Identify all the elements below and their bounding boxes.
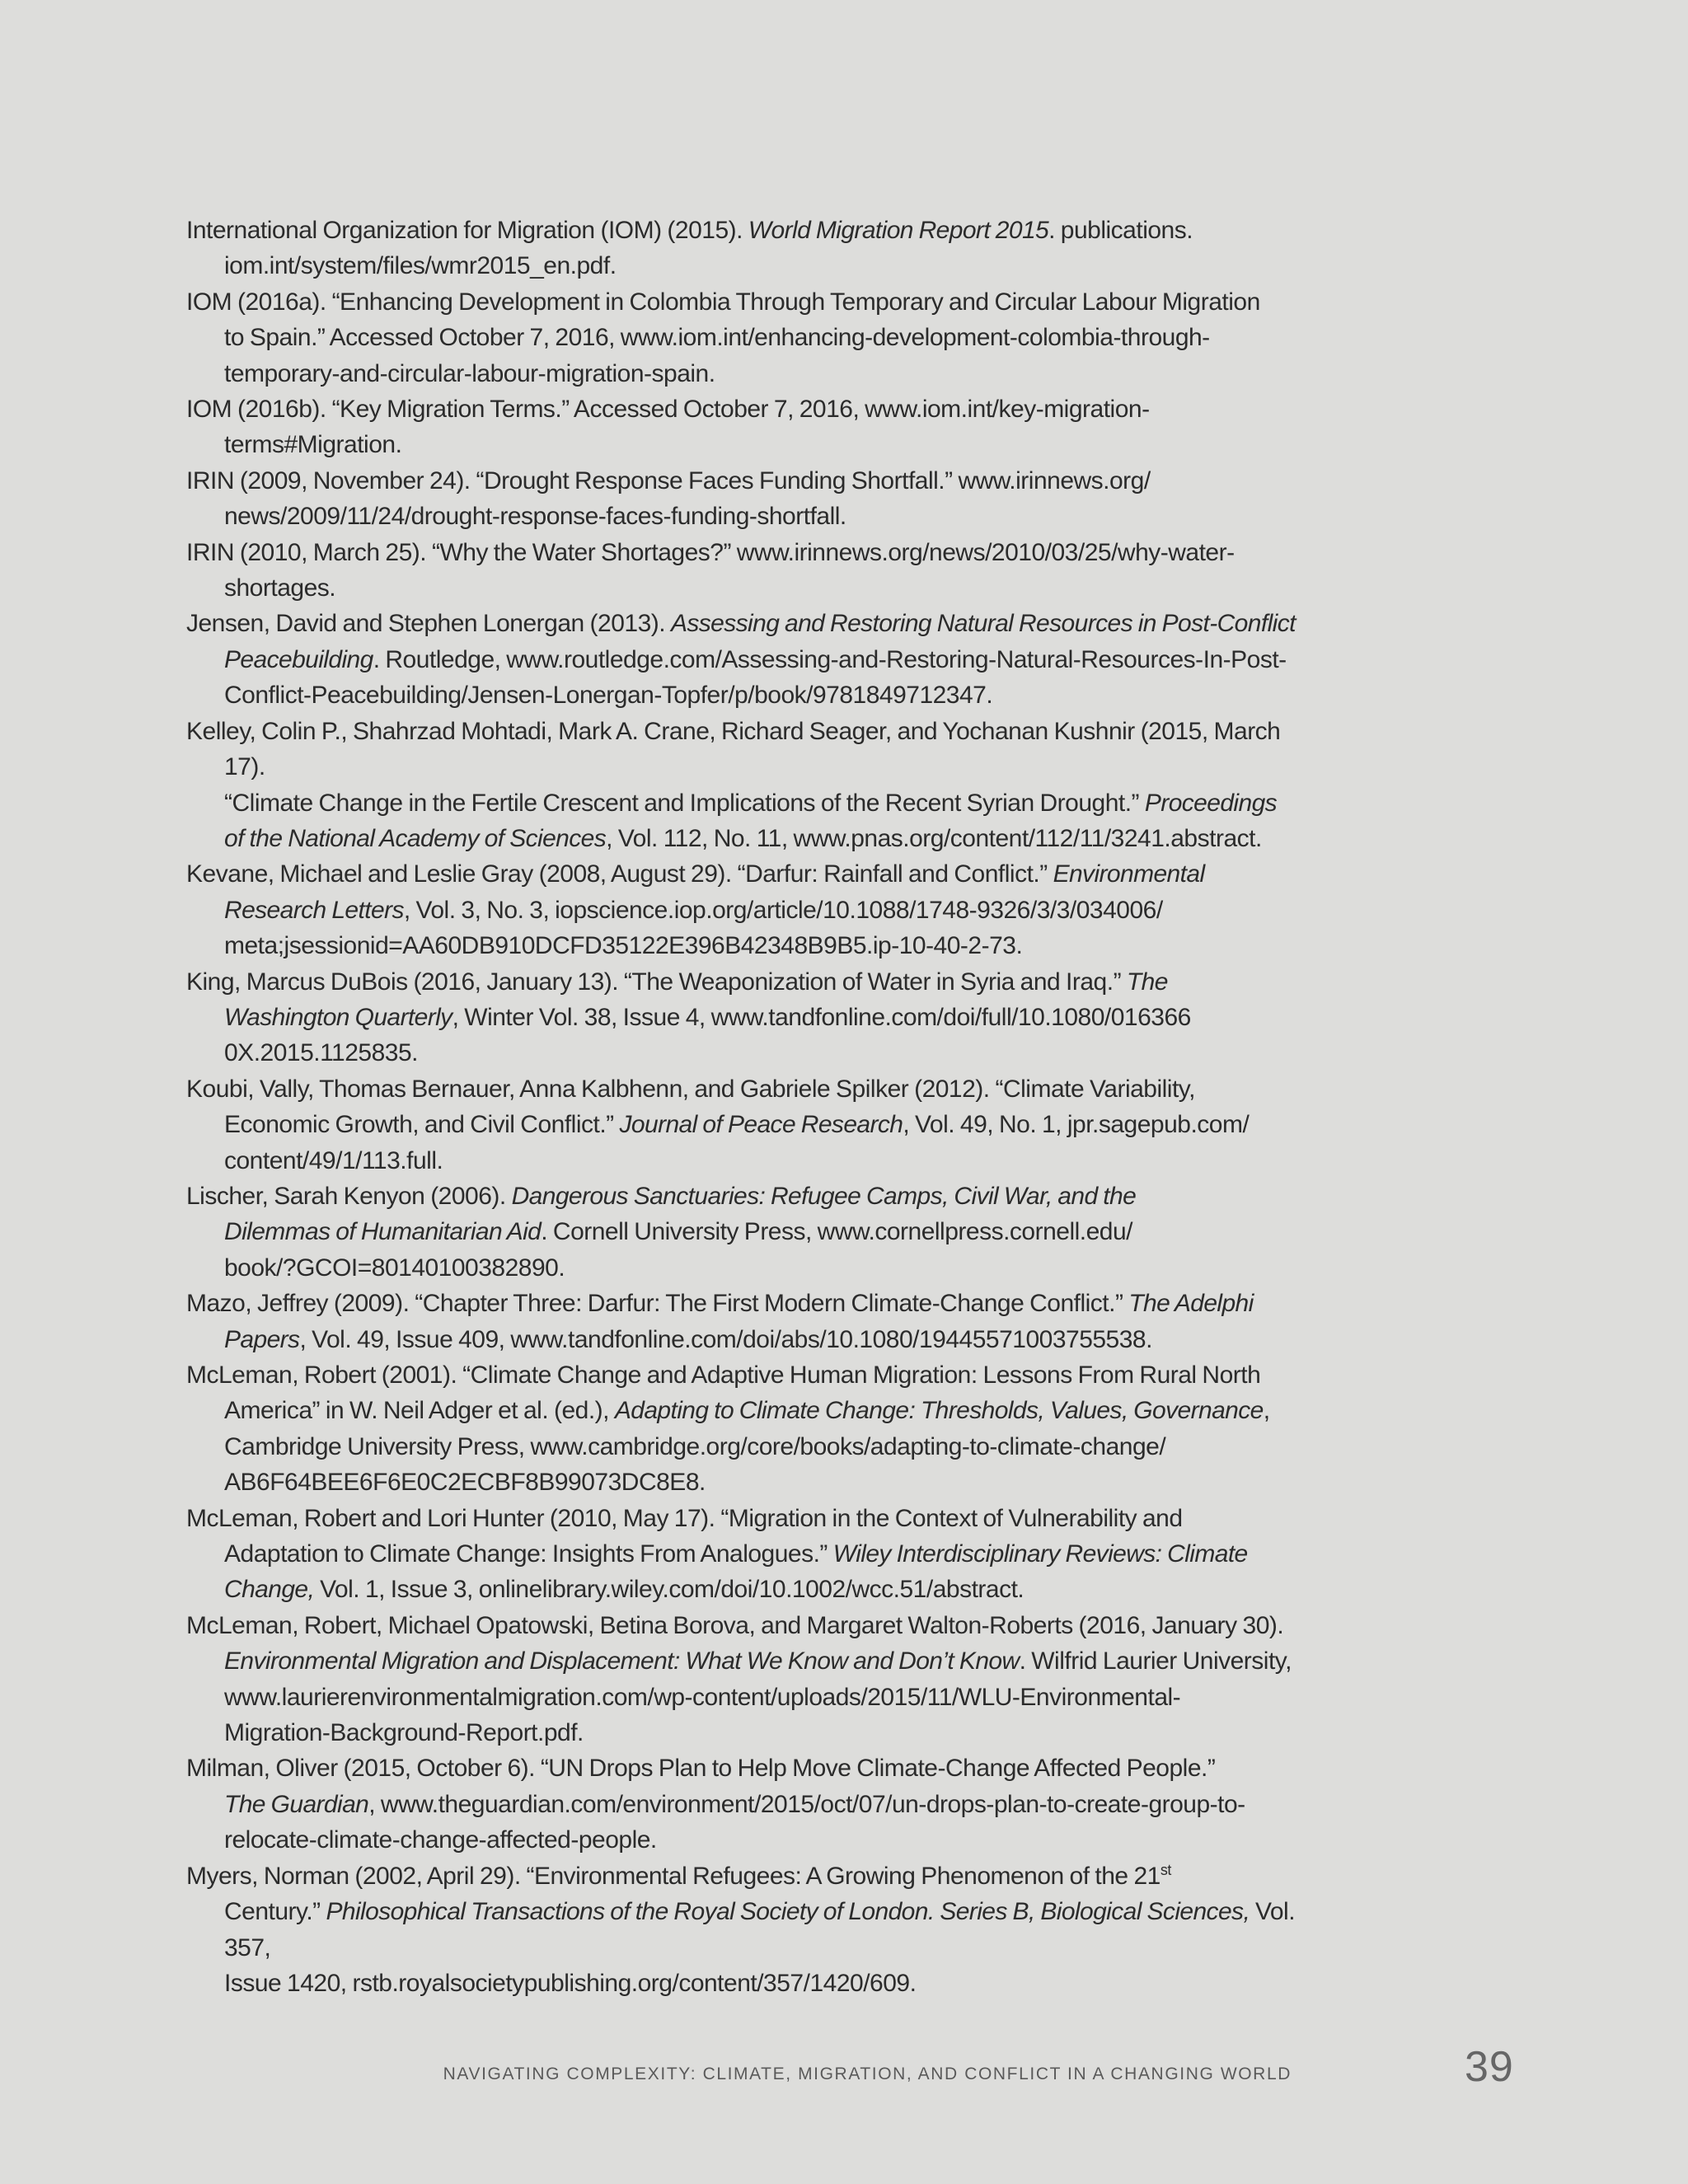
reference-text: Century.” xyxy=(224,1898,321,1926)
reference-text: McLeman, Robert (2001). “Climate Change and Adaptive Human Migration: Lessons From Rural North America” in W. Neil Adger et al. (ed.), xyxy=(186,1361,1261,1425)
reference-text: , Vol. 112, No. 11, www.pnas.org/content/112/11/3241.abstract. xyxy=(606,824,1262,852)
reference-title: Proceedings of the National Academy of Sciences xyxy=(224,789,1278,852)
reference-entry xyxy=(186,463,1307,535)
reference-text: , Vol. 49, No. 1, jpr.sagepub.com/ content/49/1/113.full. xyxy=(224,1111,1250,1174)
reference-entry xyxy=(186,213,1307,284)
reference-entry xyxy=(186,284,1307,391)
reference-entry xyxy=(186,1750,1307,1858)
reference-entry xyxy=(186,1501,1307,1608)
reference-title: Adapting to Climate Change: Thresholds, Values, Governance xyxy=(614,1397,1264,1425)
reference-title: Environmental Migration and Displacement: What We Know and Don’t Know xyxy=(224,1647,1020,1675)
reference-entry xyxy=(186,1608,1307,1751)
reference-text: IOM (2016b). “Key Migration Terms.” Accessed October 7, 2016, www.iom.int/key-migration- terms#Migration. xyxy=(186,396,1150,459)
page-number: 39 xyxy=(1465,2043,1514,2091)
reference-title: Philosophical Transactions of the Royal Society of London. Series B, Biological Sciences, xyxy=(326,1898,1250,1926)
reference-text: IRIN (2010, March 25). “Why the Water Shortages?” www.irinnews.org/news/2010/03/25/why-water- shortages. xyxy=(186,538,1235,602)
reference-entry xyxy=(186,535,1307,607)
reference-entry xyxy=(186,714,1307,857)
reference-title: Journal of Peace Research xyxy=(619,1111,903,1139)
reference-title: The Washington Quarterly xyxy=(224,968,1168,1031)
reference-text: Vol. 1, Issue 3, onlinelibrary.wiley.com/doi/10.1002/wcc.51/abstract. xyxy=(314,1576,1025,1604)
reference-text: McLeman, Robert and Lori Hunter (2010, May 17). “Migration in the Context of Vulnerability and Adaptation to Climate Change: Insights From Analogues.” xyxy=(186,1504,1183,1568)
reference-text: Koubi, Vally, Thomas Bernauer, Anna Kalbhenn, and Gabriele Spilker (2012). “Climate Variability, Economic Growth, and Civil Conflict.” xyxy=(186,1075,1195,1139)
reference-entry xyxy=(186,856,1307,963)
reference-entry xyxy=(186,1179,1307,1286)
reference-text: . publications. iom.int/system/files/wmr2015_en.pdf. xyxy=(224,217,1193,280)
reference-entry xyxy=(186,964,1307,1071)
reference-text: , www.theguardian.com/environment/2015/oct/07/un-drops-plan-to-create-group-to- relocate-climate-change-affected-people. xyxy=(224,1790,1245,1854)
superscript: st xyxy=(1160,1861,1171,1878)
reference-title: Dangerous Sanctuaries: Refugee Camps, Civil War, and the Dilemmas of Humanitarian Aid xyxy=(224,1182,1137,1246)
reference-list xyxy=(186,213,1307,2001)
reference-text: Myers, Norman (2002, April 29). “Environmental Refugees: A Growing Phenomenon of the 21 xyxy=(186,1862,1160,1890)
reference-text: , Cambridge University Press, www.cambridge.org/core/books/adapting-to-climate-change/ AB6F64BEE6F6E0C2ECBF8B99073DC8E8. xyxy=(224,1397,1270,1497)
reference-title: The Adelphi Papers xyxy=(224,1290,1254,1353)
reference-text: Milman, Oliver (2015, October 6). “UN Drops Plan to Help Move Climate-Change Affected People.” xyxy=(186,1755,1216,1783)
reference-text: . Wilfrid Laurier University, www.laurierenvironmentalmigration.com/wp-content/uploads/2015/11/WLU-Environmental- Migration-Background-Report.pdf. xyxy=(224,1647,1292,1747)
reference-entry xyxy=(186,1357,1307,1501)
reference-title: World Migration Report 2015 xyxy=(748,217,1049,244)
reference-text: McLeman, Robert, Michael Opatowski, Betina Borova, and Margaret Walton-Roberts (2016, January 30). xyxy=(186,1611,1284,1639)
reference-text: IOM (2016a). “Enhancing Development in Colombia Through Temporary and Circular Labour Migration to Spain.” Accessed October 7, 2016, www.iom.int/enhancing-development-colombia-through- temporary-and-circular-labour-migration-spain. xyxy=(186,288,1260,387)
reference-text: Jensen, David and Stephen Lonergan (2013). xyxy=(186,610,671,638)
reference-text: Mazo, Jeffrey (2009). “Chapter Three: Darfur: The First Modern Climate-Change Conflict.” xyxy=(186,1290,1129,1318)
reference-text: Kevane, Michael and Leslie Gray (2008, August 29). “Darfur: Rainfall and Conflict.” xyxy=(186,860,1053,888)
reference-text: . Routledge, www.routledge.com/Assessing-and-Restoring-Natural-Resources-In-Post- Conflict-Peacebuilding/Jensen-Lonergan-Topfer/p/book/9781849712347. xyxy=(224,645,1287,710)
reference-title: Environmental Research Letters xyxy=(224,860,1205,924)
reference-entry xyxy=(186,1858,1307,2002)
running-footer-title: NAVIGATING COMPLEXITY: CLIMATE, MIGRATION, AND CONFLICT IN A CHANGING WORLD xyxy=(443,2064,1292,2083)
reference-text: Lischer, Sarah Kenyon (2006). xyxy=(186,1182,512,1210)
reference-title: Assessing and Restoring Natural Resources in Post-Conflict Peacebuilding xyxy=(224,610,1296,673)
reference-entry xyxy=(186,1286,1307,1357)
reference-text: , Vol. 49, Issue 409, www.tandfonline.com/doi/abs/10.1080/19445571003755538. xyxy=(299,1325,1152,1353)
reference-entry xyxy=(186,391,1307,463)
reference-text: King, Marcus DuBois (2016, January 13). “The Weaponization of Water in Syria and Iraq.” xyxy=(186,968,1127,996)
reference-title: Wiley Interdisciplinary Reviews: Climate Change, xyxy=(224,1540,1248,1604)
reference-text: . Cornell University Press, www.cornellpress.cornell.edu/ book/?GCOI=80140100382890. xyxy=(224,1218,1132,1282)
reference-text: Vol. 357, Issue 1420, rstb.royalsocietypublishing.org/content/357/1420/609. xyxy=(224,1898,1296,1997)
reference-text: Kelley, Colin P., Shahrzad Mohtadi, Mark A. Crane, Richard Seager, and Yochanan Kushnir (2015, March 17). “Climate Change in the Fertile Crescent and Implications of the Recent Syrian Drought.” xyxy=(186,717,1281,817)
reference-text: IRIN (2009, November 24). “Drought Response Faces Funding Shortfall.” www.irinnews.org/ news/2009/11/24/drought-response-faces-funding-shortfall. xyxy=(186,466,1151,531)
reference-entry xyxy=(186,606,1307,713)
reference-text: , Winter Vol. 38, Issue 4, www.tandfonline.com/doi/full/10.1080/016366 0X.2015.1125835. xyxy=(224,1003,1191,1067)
reference-entry xyxy=(186,1071,1307,1179)
page-footer xyxy=(0,2042,1688,2092)
reference-title: The Guardian xyxy=(224,1790,369,1818)
reference-text: , Vol. 3, No. 3, iopscience.iop.org/article/10.1088/1748-9326/3/3/034006/ meta;jsessionid=AA60DB910DCFD35122E396B42348B9B5.ip-10-40-2-73. xyxy=(224,896,1163,960)
reference-text: International Organization for Migration (IOM) (2015). xyxy=(186,217,748,244)
